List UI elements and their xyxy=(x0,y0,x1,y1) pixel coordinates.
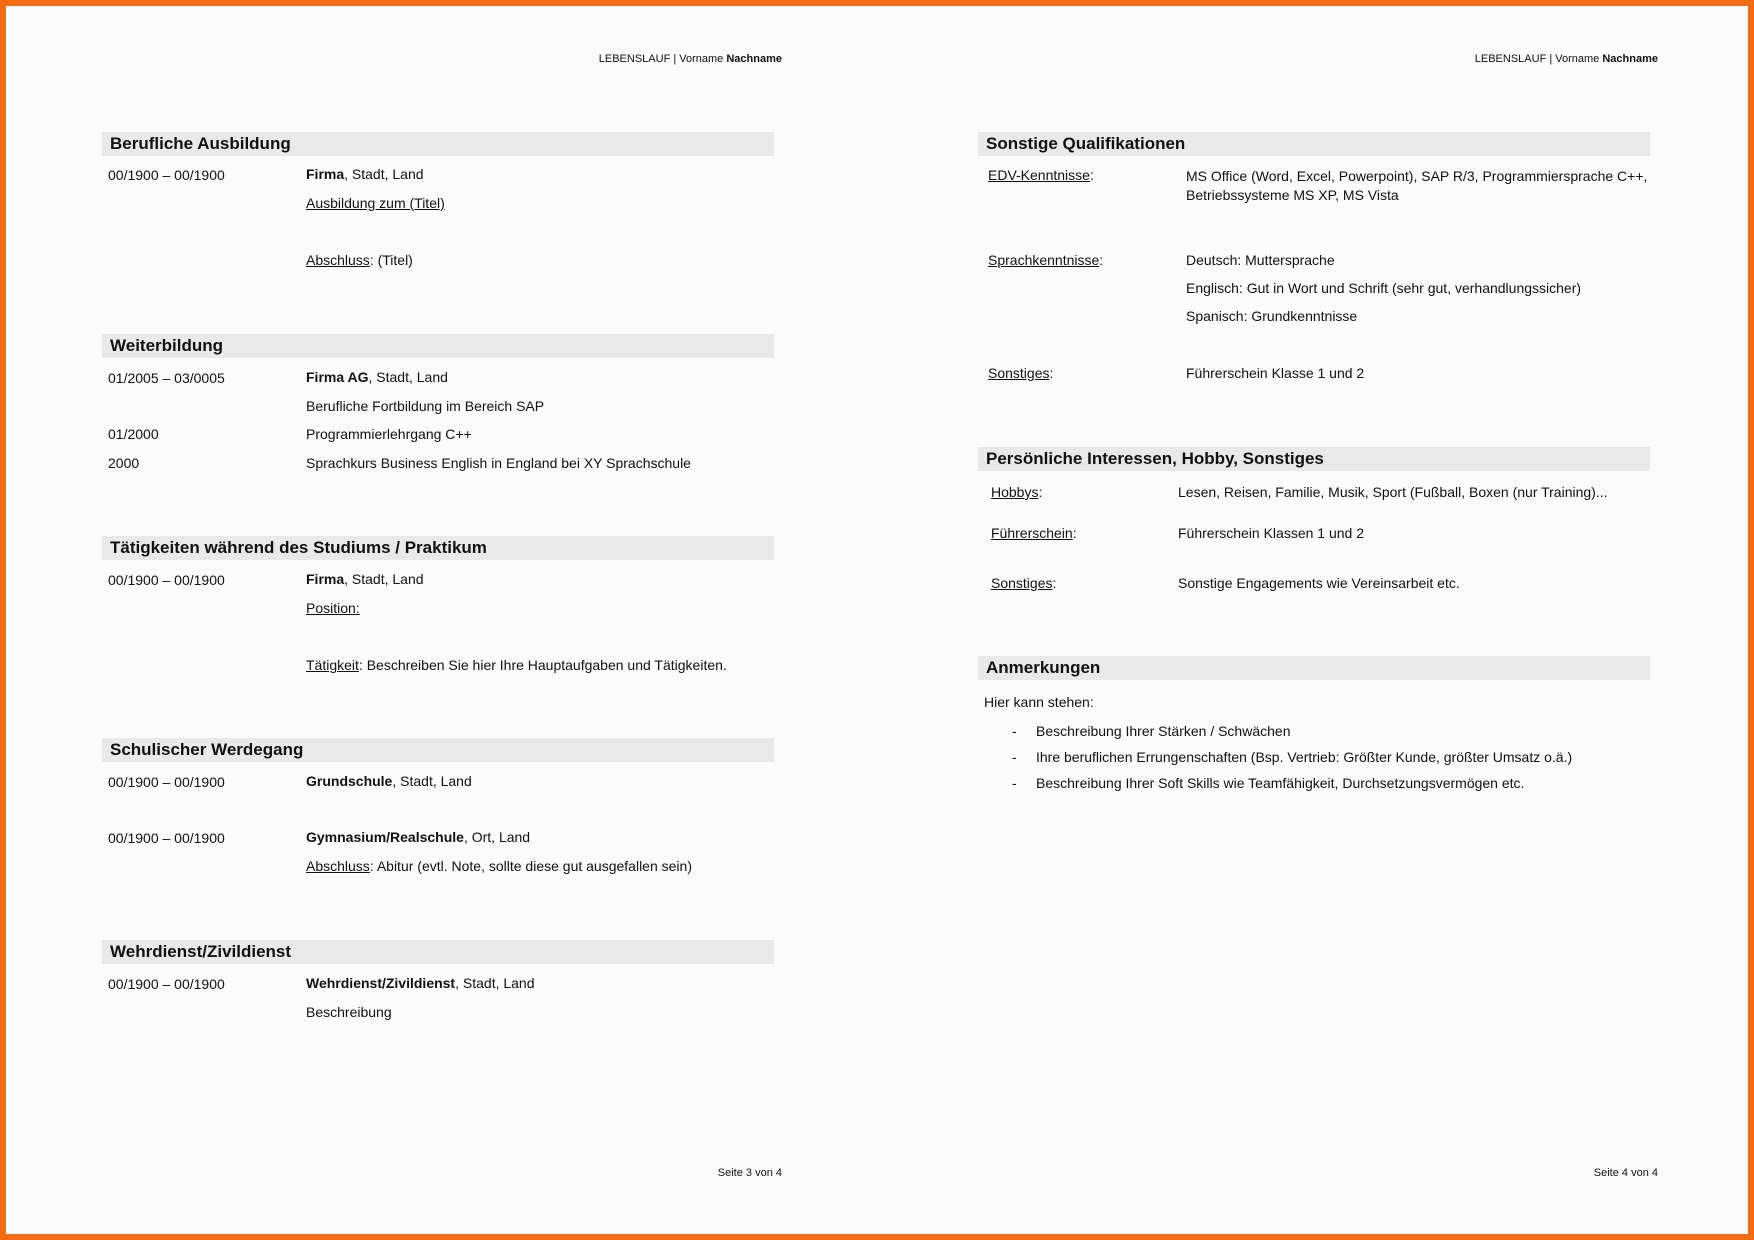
training-title: Ausbildung zum (Titel) xyxy=(306,195,445,211)
page-number: Seite 4 von 4 xyxy=(1593,1167,1658,1179)
date-range: 00/1900 – 00/1900 xyxy=(108,976,225,992)
language-item: Englisch: Gut in Wort und Schrift (sehr gut, verhandlungssicher) xyxy=(1186,280,1582,296)
service-line: Wehrdienst/Zivildienst, Stadt, Land xyxy=(306,975,535,991)
page-4 xyxy=(978,6,1658,1234)
misc-label: Sonstiges: xyxy=(991,575,1057,591)
degree-line: Abschluss: Abitur (evtl. Note, sollte diese gut ausgefallen sein) xyxy=(306,858,692,874)
date-range: 00/1900 – 00/1900 xyxy=(108,572,225,588)
page-3 xyxy=(102,6,782,1234)
section-berufliche-ausbildung xyxy=(102,132,774,156)
edv-label: EDV-Kenntnisse: xyxy=(988,167,1094,183)
section-title: Berufliche Ausbildung xyxy=(110,134,291,153)
date-range: 00/1900 – 00/1900 xyxy=(108,774,225,790)
notes-intro: Hier kann stehen: xyxy=(984,694,1094,710)
bullet-dash: - xyxy=(1012,749,1017,765)
degree-line: Abschluss: (Titel) xyxy=(306,252,413,268)
misc-value: Führerschein Klasse 1 und 2 xyxy=(1186,365,1365,381)
language-item: Deutsch: Muttersprache xyxy=(1186,252,1335,268)
section-wehrdienst xyxy=(102,940,774,964)
section-interessen xyxy=(978,447,1650,471)
position-label: Position: xyxy=(306,600,360,616)
section-title: Anmerkungen xyxy=(986,658,1101,677)
notes-item: Beschreibung Ihrer Soft Skills wie Teamfähigkeit, Durchsetzungsvermögen etc. xyxy=(1036,775,1525,791)
notes-item: Ihre beruflichen Errungenschaften (Bsp. Vertrieb: Größter Kunde, größter Umsatz o.ä.) xyxy=(1036,749,1573,765)
page-header: LEBENSLAUF | Vorname Nachname xyxy=(598,53,782,65)
misc-label: Sonstiges: xyxy=(988,365,1054,381)
section-title: Persönliche Interessen, Hobby, Sonstiges xyxy=(986,449,1324,468)
page-header: LEBENSLAUF | Vorname Nachname xyxy=(1474,53,1658,65)
section-title: Sonstige Qualifikationen xyxy=(986,134,1186,153)
task-line: Tätigkeit: Beschreiben Sie hier Ihre Hauptaufgaben und Tätigkeiten. xyxy=(306,657,727,673)
page-number: Seite 3 von 4 xyxy=(717,1167,782,1179)
section-qualifikationen xyxy=(978,132,1650,156)
employer-line: Firma, Stadt, Land xyxy=(306,571,424,587)
language-item: Spanisch: Grundkenntnisse xyxy=(1186,308,1358,324)
misc-value: Sonstige Engagements wie Vereinsarbeit etc. xyxy=(1178,575,1460,591)
section-title: Wehrdienst/Zivildienst xyxy=(110,942,292,961)
notes-item: Beschreibung Ihrer Stärken / Schwächen xyxy=(1036,723,1291,739)
date-range: 01/2000 xyxy=(108,426,159,442)
date-range: 01/2005 – 03/0005 xyxy=(108,370,225,386)
school-line: Grundschule, Stadt, Land xyxy=(306,773,472,789)
section-anmerkungen xyxy=(978,656,1650,680)
employer-line: Firma AG, Stadt, Land xyxy=(306,369,448,385)
section-taetigkeiten xyxy=(102,536,774,560)
training-description: Programmierlehrgang C++ xyxy=(306,426,472,442)
language-label: Sprachkenntnisse: xyxy=(988,252,1104,268)
section-weiterbildung xyxy=(102,334,774,358)
date-range: 00/1900 – 00/1900 xyxy=(108,830,225,846)
bullet-dash: - xyxy=(1012,775,1017,791)
section-title: Tätigkeiten während des Studiums / Praktikum xyxy=(110,538,487,557)
edv-value: MS Office (Word, Excel, Powerpoint), SAP R/3, Programmiersprache C++, Betriebssysteme MS XP, MS Vista xyxy=(1186,168,1648,203)
service-description: Beschreibung xyxy=(306,1004,392,1020)
hobby-label: Hobbys: xyxy=(991,484,1043,500)
date-range: 2000 xyxy=(108,455,140,471)
section-title: Weiterbildung xyxy=(110,336,224,355)
license-value: Führerschein Klassen 1 und 2 xyxy=(1178,525,1364,541)
hobby-value: Lesen, Reisen, Familie, Musik, Sport (Fußball, Boxen (nur Training)... xyxy=(1178,484,1608,500)
school-line: Gymnasium/Realschule, Ort, Land xyxy=(306,829,531,845)
bullet-dash: - xyxy=(1012,723,1017,739)
training-description: Sprachkurs Business English in England bei XY Sprachschule xyxy=(306,455,691,471)
date-range: 00/1900 – 00/1900 xyxy=(108,167,225,183)
section-schule xyxy=(102,738,774,762)
employer-line: Firma, Stadt, Land xyxy=(306,166,424,182)
training-description: Berufliche Fortbildung im Bereich SAP xyxy=(306,398,545,414)
section-title: Schulischer Werdegang xyxy=(110,740,304,759)
license-label: Führerschein: xyxy=(991,525,1077,541)
